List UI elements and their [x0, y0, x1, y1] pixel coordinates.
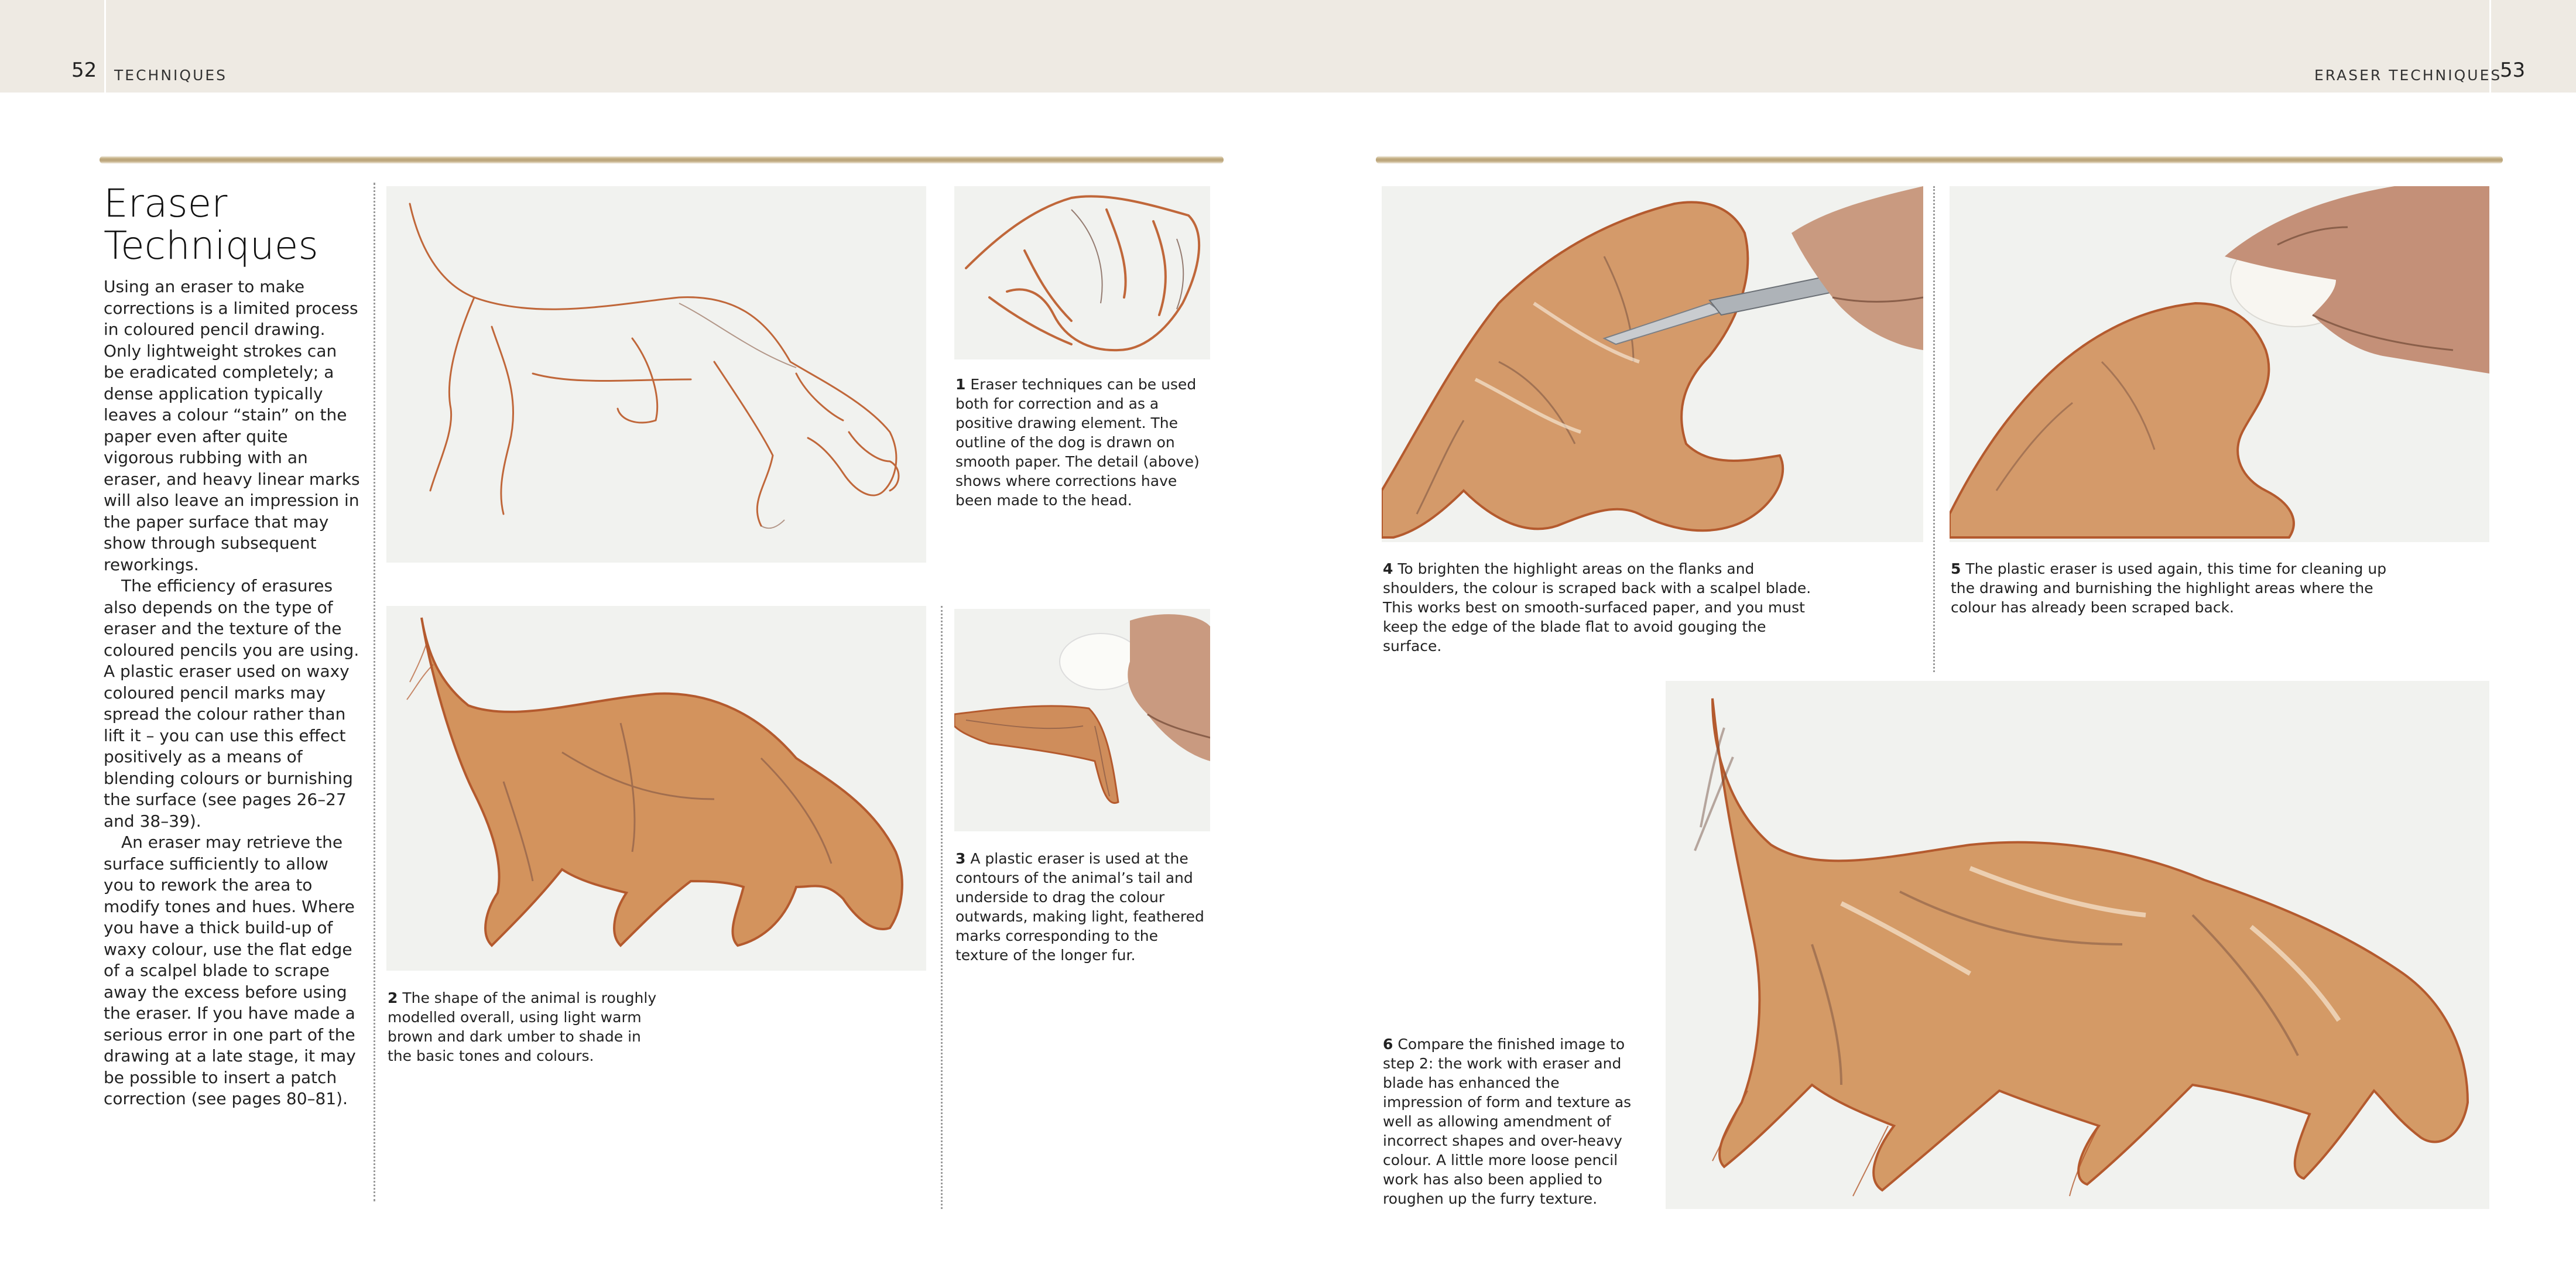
right-page-number: 53	[2500, 59, 2526, 82]
step-6-finished-drawing	[1666, 681, 2489, 1209]
step-5-eraser-burnishing	[1950, 186, 2489, 542]
step-number: 6	[1383, 1036, 1393, 1053]
step-4-scalpel-scraping	[1382, 186, 1923, 542]
step-text: To brighten the highlight areas on the flanks and shoulders, the colour is scraped back with a scalpel blade. This works best on smooth-surfaced paper, and you must keep the edge of the blade flat to avoid gouging the surface.	[1383, 560, 1811, 655]
step-2-caption	[388, 988, 657, 1066]
article-title	[104, 183, 318, 267]
right-running-head: ERASER TECHNIQUES	[2314, 67, 2502, 84]
step-number: 4	[1383, 560, 1393, 577]
article-body	[104, 276, 361, 1110]
step-1-head-detail	[954, 186, 1210, 359]
step-number: 2	[388, 989, 398, 1006]
step-6-caption	[1383, 1034, 1640, 1208]
brush-stroke-left	[100, 156, 1224, 164]
brush-stroke-right	[1376, 156, 2503, 164]
step-text: The shape of the animal is roughly modelled overall, using light warm brown and dark umber to shade in the basic tones and colours.	[388, 989, 657, 1064]
step-number: 3	[955, 850, 966, 867]
title-line: Techniques	[104, 223, 318, 268]
step-2-modelled-drawing	[386, 606, 926, 971]
body-paragraph: An eraser may retrieve the surface sufficiently to allow you to rework the area to modify tones and hues. Where you have a thick build-up of waxy colour, use the flat edge of a scalpel blade to scrape away the excess before using the eraser. If you have made a serious error in one part of the drawing at a late stage, it may be possible to insert a patch correction (see pages 80–81).	[104, 833, 356, 1108]
column-divider	[374, 183, 375, 1201]
step-5-caption	[1951, 559, 2396, 617]
step-text: The plastic eraser is used again, this time for cleaning up the drawing and burnishing the highlight areas where the colour has already been scraped back.	[1951, 560, 2387, 616]
header-divider-left	[104, 0, 106, 93]
page-header	[0, 0, 2576, 93]
step-1-outline-drawing	[386, 186, 926, 563]
left-running-head: TECHNIQUES	[114, 67, 228, 84]
title-line: Eraser	[104, 181, 228, 226]
step-number: 1	[955, 376, 966, 393]
step-text: Eraser techniques can be used both for correction and as a positive drawing element. The outline of the dog is drawn on smooth paper. The detail (above) shows where corrections have been made to the head.	[955, 376, 1200, 509]
step-1-caption	[955, 375, 1213, 510]
column-divider	[1933, 186, 1935, 672]
left-page-number: 52	[71, 59, 97, 82]
column-divider	[941, 606, 943, 1209]
body-paragraph: Using an eraser to make corrections is a limited process in coloured pencil drawing. Only lightweight strokes can be eradicated completely; a dense application typically leaves a colour “stain” on the paper even after quite vigorous rubbing with an eraser, and heavy linear marks will also leave an impression in the paper surface that may show through subsequent reworkings.	[104, 277, 360, 574]
step-3-eraser-on-tail	[954, 609, 1210, 831]
step-text: A plastic eraser is used at the contours of the animal’s tail and underside to drag the colour outwards, making light, feathered marks corresponding to the texture of the longer fur.	[955, 850, 1204, 964]
step-text: Compare the finished image to step 2: the work with eraser and blade has enhanced the impression of form and texture as well as allowing amendment of incorrect shapes and over-heavy colour. A little more loose pencil work has also been applied to roughen up the furry texture.	[1383, 1036, 1632, 1207]
step-number: 5	[1951, 560, 1961, 577]
step-3-caption	[955, 849, 1213, 965]
step-4-caption	[1383, 559, 1828, 656]
body-paragraph: The efficiency of erasures also depends on the type of eraser and the texture of the coloured pencils you are using. A plastic eraser used on waxy coloured pencil marks may spread the colour rather than lift it – you can use this effect positively as a means of blending colours or burnishing the surface (see pages 26–27 and 38–39).	[104, 576, 359, 831]
